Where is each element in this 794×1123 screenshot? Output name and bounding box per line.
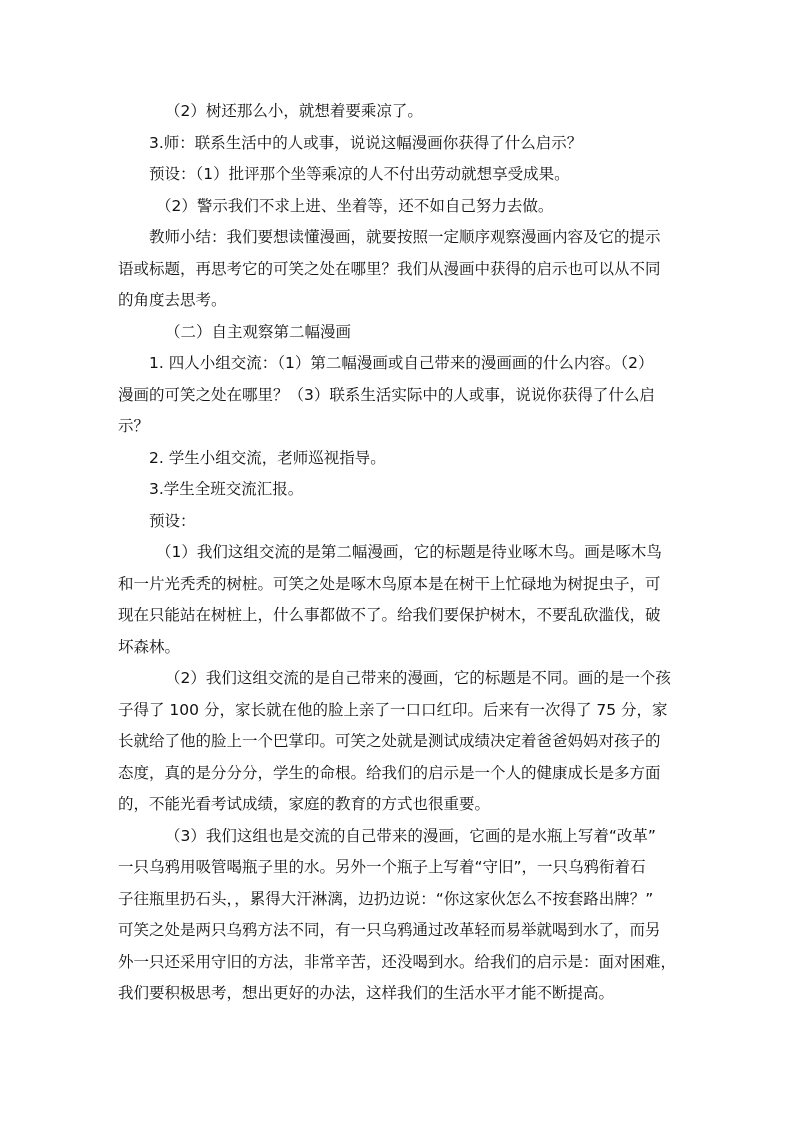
text-line: 可笑之处是两只乌鸦方法不同，有一只乌鸦通过改革轻而易举就喝到水了，而另 xyxy=(118,921,661,939)
text-line: 3.师：联系生活中的人或事，说说这幅漫画你获得了什么启示？ xyxy=(149,133,583,152)
text-line: 现在只能站在树桩上，什么事都做不了。给我们要保护树木，不要乱砍滥伐，破 xyxy=(118,606,661,624)
text-line: 预设： xyxy=(149,511,196,530)
text-line: 1. 四人小组交流：（1）第二幅漫画或自己带来的漫画画的什么内容。（2） xyxy=(149,354,654,372)
text-line: 语或标题，再思考它的可笑之处在哪里？我们从漫画中获得的启示也可以从不同 xyxy=(118,259,661,278)
text-line: 态度，真的是分分分，学生的命根。给我们的启示是一个人的健康成长是多方面 xyxy=(118,763,661,782)
text-line: （3）我们这组也是交流的自己带来的漫画，它画的是水瓶上写着“改革” xyxy=(165,826,656,845)
text-line: 长就给了他的脸上一个巴掌印。可笑之处就是测试成绩决定着爸爸妈妈对孩子的 xyxy=(118,732,661,750)
text-line: 我们要积极思考，想出更好的办法，这样我们的生活水平才能不断提高。 xyxy=(118,984,615,1002)
text-line: 和一片光秃秃的树桩。可笑之处是啄木鸟原本是在树干上忙碌地为树捉虫子，可 xyxy=(118,574,661,593)
text-line: （2）警示我们不求上进、坐着等，还不如自己努力去做。 xyxy=(156,196,554,215)
text-line: 子得了 100 分，家长就在他的脸上亲了一口口红印。后来有一次得了 75 分，家 xyxy=(118,700,668,719)
text-line: 坏森林。 xyxy=(118,637,181,656)
text-line: （1）我们这组交流的是第二幅漫画，它的标题是待业啄木鸟。画是啄木鸟 xyxy=(156,543,662,561)
text-line: 一只乌鸦用吸管喝瓶子里的水。另外一个瓶子上写着“守旧”，一只乌鸦衔着石 xyxy=(118,858,646,876)
text-line: 示？ xyxy=(118,417,150,435)
text-line: （2）树还那么小，就想着要乘凉了。 xyxy=(165,102,423,120)
document-body xyxy=(118,96,678,1010)
section-heading: （二）自主观察第二幅漫画 xyxy=(165,322,352,341)
text-line: 的角度去思考。 xyxy=(118,291,227,309)
text-line: 预设：（1）批评那个坐等乘凉的人不付出劳动就想享受成果。 xyxy=(149,165,570,183)
text-line: 子往瓶里扔石头，，累得大汗淋漓，边扔边说：“你这家伙怎么不按套路出牌？” xyxy=(118,889,654,908)
text-line: 的，不能光看考试成绩，家庭的教育的方式也很重要。 xyxy=(118,795,491,813)
text-line: 教师小结：我们要想读懂漫画，就要按照一定顺序观察漫画内容及它的提示 xyxy=(149,228,661,246)
text-line: 3.学生全班交流汇报。 xyxy=(149,480,304,498)
text-line: 外一只还采用守旧的方法，非常辛苦，还没喝到水。给我们的启示是：面对困难， xyxy=(118,952,677,971)
text-line: 2. 学生小组交流，老师巡视指导。 xyxy=(149,448,386,467)
text-line: 漫画的可笑之处在哪里？（3）联系生活实际中的人或事，说说你获得了什么启 xyxy=(118,385,655,404)
text-line: （2）我们这组交流的是自己带来的漫画，它的标题是不同。画的是一个孩 xyxy=(165,669,671,687)
